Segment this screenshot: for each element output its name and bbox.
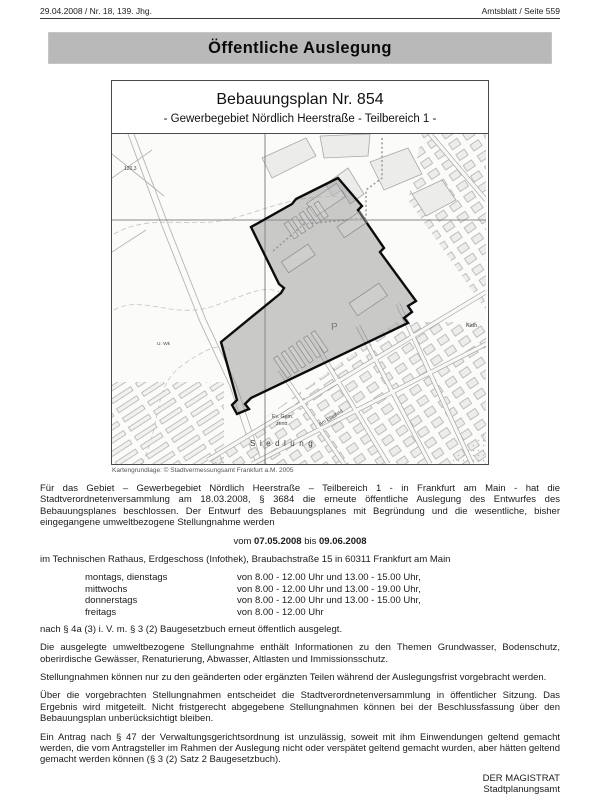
- section-banner: [48, 32, 552, 64]
- schedule-hours: von 8.00 - 12.00 Uhr und 13.00 - 19.00 Uhr,: [237, 583, 421, 595]
- schedule-days: montags, dienstags: [85, 572, 168, 584]
- date-to: 09.06.2008: [319, 535, 367, 547]
- date-prefix: vom: [233, 535, 252, 547]
- header-rule: [40, 18, 560, 19]
- schedule-row: [85, 595, 560, 606]
- map-label-siedlung: Siedlung: [250, 439, 318, 448]
- opening-hours-table: [85, 572, 560, 618]
- schedule-row: [85, 607, 560, 618]
- map-label-ev-gem: Ev. Gem.: [272, 414, 294, 420]
- plan-title: Bebauungsplan Nr. 854: [216, 91, 384, 108]
- map: [112, 133, 488, 464]
- map-caption: Kartengrundlage: © Stadtvermessungsamt Frankfurt a.M. 2005: [112, 467, 294, 474]
- plan-box: [111, 80, 489, 465]
- paragraph-environment: Die ausgelegte umweltbezogene Stellungnahme enthält Informationen zu den Themen Grundwasser, Bodenschutz, oberirdische Gewässer, Renaturierung, Abwasser, Altlasten und Immissionsschutz.: [40, 642, 560, 665]
- signature-org: DER MAGISTRAT: [482, 772, 560, 784]
- map-label-u-wk: U. Wk: [157, 342, 171, 347]
- map-label-ev-gem-2: zentr.: [276, 421, 289, 427]
- map-label-am-ebelfeld: Am Ebelfeld: [317, 408, 345, 428]
- rowhouse-strips: [112, 382, 224, 464]
- schedule-row: [85, 572, 560, 583]
- schedule-days: freitags: [85, 606, 117, 618]
- paragraph-intro: Für das Gebiet – Gewerbegebiet Nördlich Heerstraße – Teilbereich 1 - in Frankfurt am Main - hat die Stadtverordnetenversammlung am 18.03.2008, § 3684 die erneute öffentliche Auslegung des Entwurfes des Bebauungsplanes beschlossen. Der Entwurf des Bebauungsplanes mit Begründung und die wesentliche, bisher eingegangene umweltbezogene Stellungnahme werden: [40, 483, 560, 529]
- schedule-days: mittwochs: [85, 583, 128, 595]
- date-range-line: [40, 536, 560, 547]
- page-header: [0, 0, 600, 16]
- city-map-svg: [112, 134, 486, 464]
- map-label-parking: P: [331, 322, 338, 333]
- paragraph-legal-basis: nach § 4a (3) i. V. m. § 3 (2) Baugesetzbuch erneut öffentlich ausgelegt.: [40, 623, 343, 635]
- schedule-row: [85, 584, 560, 595]
- paragraph-decision: Über die vorgebrachten Stellungnahmen entscheidet die Stadtverordnetenversammlung in öffentlicher Sitzung. Das Ergebnis wird mitgeteilt. Nicht fristgerecht abgegebene Stellungnahmen können bei der Beschlussfassung über den Bebauungsplan unberücksichtigt bleiben.: [40, 690, 560, 725]
- schedule-hours: von 8.00 - 12.00 Uhr: [237, 606, 324, 618]
- header-issue-date: 29.04.2008 / Nr. 18, 139. Jhg.: [40, 6, 152, 16]
- document-body: [40, 483, 560, 796]
- schedule-days: donnerstags: [85, 595, 138, 607]
- schedule-hours: von 8.00 - 12.00 Uhr und 13.00 - 15.00 Uhr,: [237, 595, 421, 607]
- header-page-number: Amtsblatt / Seite 559: [481, 6, 560, 16]
- signature-dept: Stadtplanungsamt: [483, 784, 560, 796]
- signature-block: [40, 773, 560, 796]
- plan-subtitle: - Gewerbegebiet Nördlich Heerstraße - Teilbereich 1 -: [163, 113, 437, 125]
- schedule-hours: von 8.00 - 12.00 Uhr und 13.00 - 15.00 Uhr,: [237, 572, 421, 584]
- map-label-kath: Kath.: [466, 323, 479, 329]
- date-from: 07.05.2008: [254, 535, 302, 547]
- date-middle: bis: [304, 535, 317, 547]
- paragraph-antrag: Ein Antrag nach § 47 der Verwaltungsgerichtsordnung ist unzulässig, soweit mit ihm Einwendungen geltend gemacht werden, die vom Antragsteller im Rahmen der Auslegung nicht oder verspätet geltend gemacht wurden, aber hätten geltend gemacht werden können (§ 3 (2) Satz 2 Baugesetzbuch).: [40, 731, 560, 766]
- location-line: im Technischen Rathaus, Erdgeschoss (Infothek), Braubachstraße 15 in 60311 Frankfurt am Main: [40, 553, 451, 565]
- map-label-elevation: 120,3: [124, 166, 137, 172]
- banner-title: Öffentliche Auslegung: [208, 38, 392, 57]
- paragraph-comments: Stellungnahmen können nur zu den geänderten oder ergänzten Teilen während der Auslegungsfrist vorgebracht werden.: [40, 672, 547, 684]
